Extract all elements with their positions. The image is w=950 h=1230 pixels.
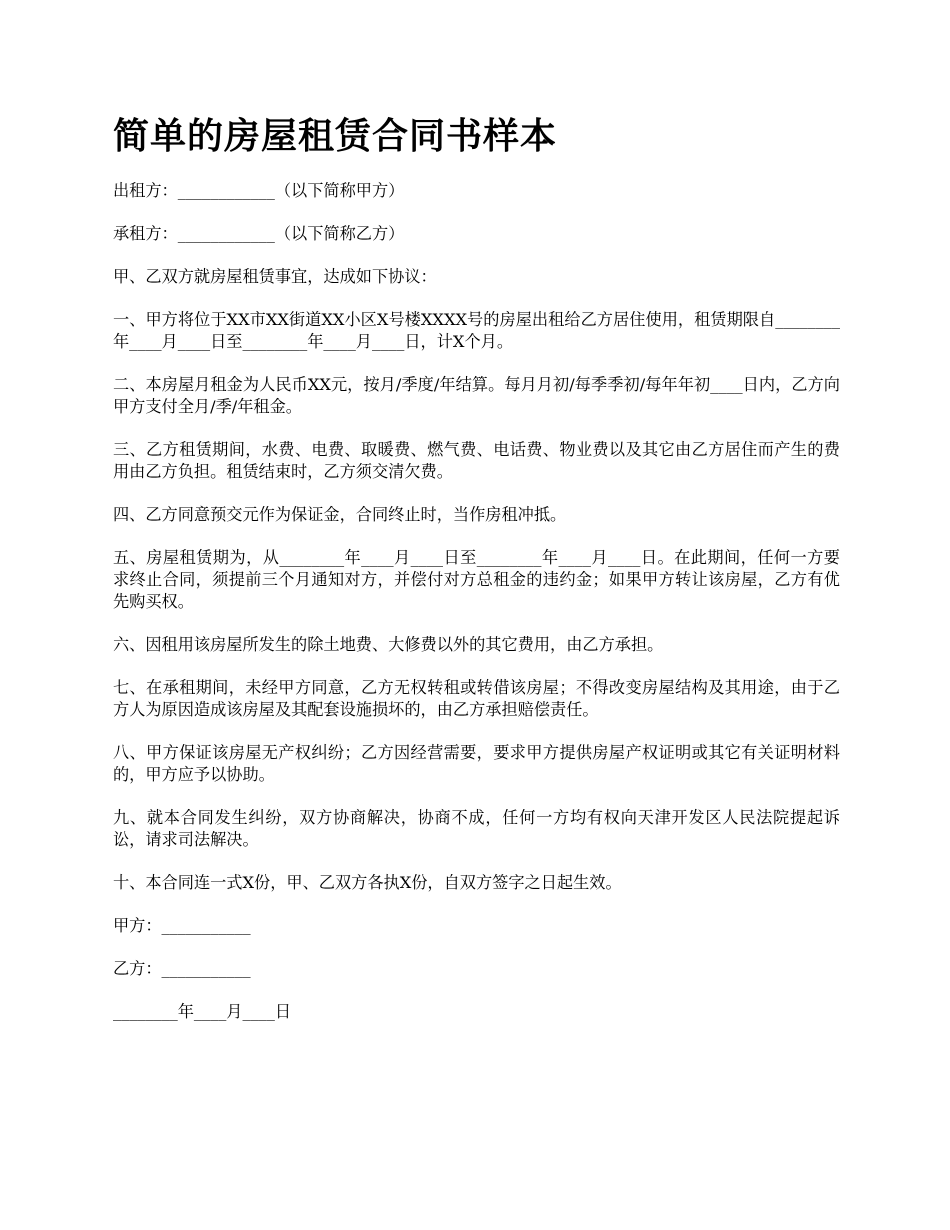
- document-title: 简单的房屋租赁合同书样本: [113, 116, 558, 157]
- clause-9: 九、就本合同发生纠纷，双方协商解决，协商不成，任何一方均有权向天津开发区人民法院提起诉讼，请求司法解决。: [113, 808, 840, 849]
- clause-6: 六、因租用该房屋所发生的除土地费、大修费以外的其它费用，由乙方承担。: [113, 635, 664, 654]
- clause-2: 二、本房屋月租金为人民币XX元，按月/季度/年结算。每月月初/每季季初/每年年初____日内，乙方向甲方支付全月/季/年租金。: [113, 375, 840, 416]
- clause-4: 四、乙方同意预交元作为保证金，合同终止时，当作房租冲抵。: [113, 505, 567, 524]
- agreement-intro: 甲、乙双方就房屋租赁事宜，达成如下协议：: [113, 267, 437, 286]
- lessor-line: 出租方：____________（以下简称甲方）: [113, 181, 405, 200]
- lessee-line: 承租方：____________（以下简称乙方）: [113, 224, 405, 243]
- clause-10: 十、本合同连一式X份，甲、乙双方各执X份，自双方签字之日起生效。: [113, 873, 622, 892]
- party-b-signature: 乙方：___________: [113, 959, 251, 978]
- clause-5: 五、房屋租赁期为，从________年____月____日至________年____月____日。在此期间，任何一方要求终止合同，须提前三个月通知对方，并偿付对方总租金的违约金；如果甲方转让该房屋，乙方有优先购买权。: [113, 548, 840, 611]
- contract-document: [113, 108, 840, 1044]
- clause-8: 八、甲方保证该房屋无产权纠纷；乙方因经营需要，要求甲方提供房屋产权证明或其它有关证明材料的，甲方应予以协助。: [113, 743, 840, 784]
- clause-1: 一、甲方将位于XX市XX街道XX小区X号楼XXXX号的房屋出租给乙方居住使用，租赁期限自________年____月____日至________年____月____日，计X个月。: [113, 310, 840, 351]
- clause-3: 三、乙方租赁期间，水费、电费、取暖费、燃气费、电话费、物业费以及其它由乙方居住而产生的费用由乙方负担。租赁结束时，乙方须交清欠费。: [113, 440, 840, 481]
- clause-7: 七、在承租期间，未经甲方同意，乙方无权转租或转借该房屋；不得改变房屋结构及其用途，由于乙方人为原因造成该房屋及其配套设施损坏的，由乙方承担赔偿责任。: [113, 678, 840, 719]
- signing-date: ________年____月____日: [113, 1002, 292, 1021]
- party-a-signature: 甲方：___________: [113, 916, 251, 935]
